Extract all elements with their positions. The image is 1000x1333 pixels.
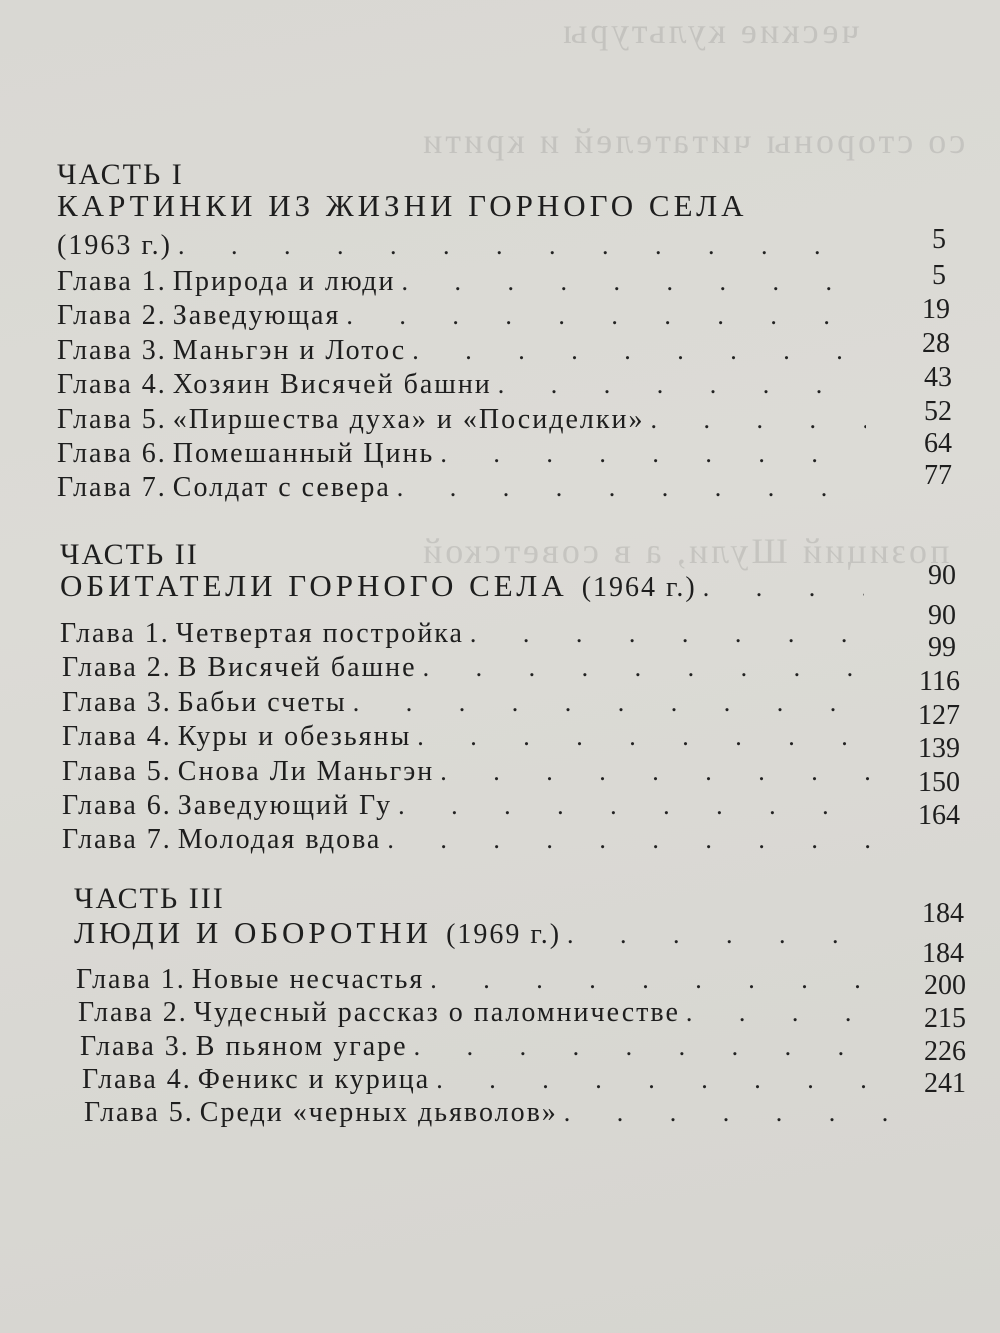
dot-leader [564, 1098, 890, 1128]
part-3-title: ЛЮДИ И ОБОРОТНИ [74, 915, 433, 950]
chapter-page: 64 [924, 428, 952, 459]
chapter-page: 150 [918, 767, 960, 798]
chapter-page: 19 [922, 294, 950, 325]
chapter-row: Глава 4. Хозяин Висячей башни . . . [57, 369, 867, 401]
chapter-row: Глава 1. Новые несчастья . . . [76, 964, 891, 996]
chapter-page: 116 [919, 666, 960, 697]
dot-leader [178, 231, 851, 261]
chapter-page: 52 [924, 396, 952, 427]
dot-leader [440, 757, 876, 787]
chapter-row: Глава 7. Солдат с севера . . . [57, 472, 872, 504]
dot-leader [470, 619, 864, 649]
chapter-row: Глава 1. Природа и люди . . . [57, 266, 867, 298]
chapter-page: 77 [924, 460, 952, 491]
chapter-row: Глава 3. Бабьи счеты . . . [62, 687, 882, 719]
chapter-row: Глава 2. В Висячей башне . . . [62, 652, 872, 684]
part-2-title: ОБИТАТЕЛИ ГОРНОГО СЕЛА [60, 568, 568, 603]
part-1-label: ЧАСТЬ I [57, 158, 184, 191]
part-1-title: КАРТИНКИ ИЗ ЖИЗНИ ГОРНОГО СЕЛА [57, 188, 748, 223]
dot-leader [402, 267, 861, 297]
chapter-page: 139 [918, 733, 960, 764]
dot-leader [412, 336, 861, 366]
dot-leader [397, 473, 866, 503]
dot-leader [417, 722, 876, 752]
chapter-page: 43 [924, 362, 952, 393]
chapter-page: 200 [924, 970, 966, 1001]
part-3-year: (1969 г.) [446, 919, 562, 950]
dot-leader [498, 370, 861, 400]
chapter-page: 215 [924, 1003, 966, 1034]
chapter-page: 226 [924, 1036, 966, 1067]
part-1-page: 5 [932, 224, 946, 255]
chapter-page: 5 [932, 260, 946, 291]
chapter-page: 184 [922, 938, 964, 969]
bleed-through-text: со стороны читателей и крити [420, 121, 966, 161]
part-2-year: (1964 г.) [581, 572, 697, 603]
chapter-page: 28 [922, 328, 950, 359]
part-3-title-row [74, 915, 884, 951]
part-1-year: (1963 г.) [57, 230, 172, 261]
dot-leader [353, 688, 876, 718]
dot-leader [567, 920, 878, 950]
bleed-through-text: позиций Шули, а в советской [420, 531, 950, 571]
dot-leader [703, 573, 864, 603]
part-2-page: 90 [928, 560, 956, 591]
chapter-row: Глава 3. В пьяном угаре . . . [80, 1031, 896, 1063]
dot-leader [436, 1065, 890, 1095]
part-1-year-row [57, 230, 857, 262]
chapter-row: Глава 2. Чудесный рассказ о паломничестве . . . [78, 997, 896, 1029]
part-2-label: ЧАСТЬ II [60, 538, 199, 571]
part-3-page: 184 [922, 898, 964, 929]
dot-leader [398, 791, 876, 821]
chapter-page: 90 [928, 600, 956, 631]
dot-leader [440, 439, 866, 469]
chapter-page: 241 [924, 1068, 966, 1099]
chapter-row: Глава 5. Снова Ли Маньгэн . . . [62, 756, 882, 788]
chapter-row: Глава 4. Куры и обезьяны . . . [62, 721, 882, 753]
chapter-page: 164 [918, 800, 960, 831]
bleed-through-text: ческие культуры [560, 11, 860, 51]
chapter-row: Глава 5. Среди «черных дьяволов» . . . [84, 1097, 896, 1129]
dot-leader [387, 825, 876, 855]
chapter-row: Глава 6. Помешанный Цинь . . . [57, 438, 872, 470]
dot-leader [430, 965, 885, 995]
chapter-row: Глава 3. Маньгэн и Лотос . . . [57, 335, 867, 367]
chapter-page: 127 [918, 700, 960, 731]
part-2-title-row [60, 568, 870, 604]
dot-leader [686, 998, 890, 1028]
chapter-row: Глава 2. Заведующая . . . [57, 300, 867, 332]
chapter-row: Глава 7. Молодая вдова . . . [62, 824, 882, 856]
chapter-row: Глава 6. Заведующий Гу . . . [62, 790, 882, 822]
dot-leader [346, 301, 861, 331]
chapter-row: Глава 1. Четвертая постройка . . . [60, 618, 870, 650]
chapter-row: Глава 5. «Пиршества духа» и «Посиделки» . . . [57, 404, 872, 436]
dot-leader [423, 653, 866, 683]
part-3-label: ЧАСТЬ III [74, 882, 225, 915]
chapter-page: 99 [928, 632, 956, 663]
chapter-row: Глава 4. Феникс и курица . . . [82, 1064, 896, 1096]
dot-leader [650, 405, 866, 435]
dot-leader [414, 1032, 890, 1062]
